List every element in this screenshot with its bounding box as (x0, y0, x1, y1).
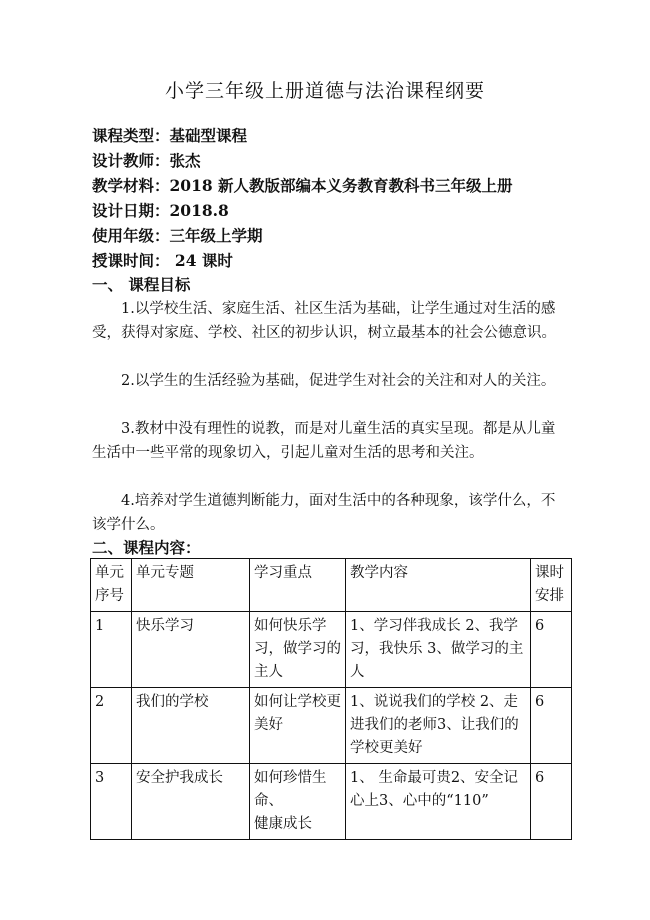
cell-focus: 如何让学校更美好 (250, 688, 346, 764)
meta-materials: 教学材料：2018 新人教版部编本义务教育教科书三年级上册 (92, 176, 513, 195)
course-content-table (90, 558, 572, 840)
header-unit-topic: 单元专题 (132, 559, 250, 612)
goal-paragraph-4: 4.培养对学生道德判断能力，面对生活中的各种现象，该学什么，不该学什么。 (92, 493, 556, 533)
header-focus: 学习重点 (250, 559, 346, 612)
meta-hours: 授课时间： 24 课时 (92, 251, 233, 270)
cell-unit-topic: 安全护我成长 (132, 764, 250, 840)
table-row (91, 688, 572, 764)
cell-unit-no: 1 (91, 612, 132, 688)
meta-grade: 使用年级：三年级上学期 (92, 226, 263, 245)
meta-course-type: 课程类型：基础型课程 (92, 126, 248, 145)
meta-teacher: 设计教师：张杰 (92, 151, 201, 170)
cell-unit-topic: 我们的学校 (132, 688, 250, 764)
meta-date: 设计日期：2018.8 (92, 201, 229, 220)
table-row (91, 764, 572, 840)
table-header-row (91, 559, 572, 612)
cell-unit-no: 3 (91, 764, 132, 840)
goal-paragraph-2: 2.以学生的生活经验为基础，促进学生对社会的关注和对人的关注。 (121, 373, 556, 389)
header-hours: 课时安排 (531, 559, 572, 612)
section-heading-content: 二、课程内容： (92, 538, 201, 557)
cell-focus: 如何珍惜生命、 健康成长 (250, 764, 346, 840)
table-row (91, 612, 572, 688)
cell-content: 1、学习伴我成长 2、我学习，我快乐 3、做学习的主人 (346, 612, 531, 688)
goal-paragraph-3: 3.教材中没有理性的说教，而是对儿童生活的真实呈现。都是从儿童生活中一些平常的现象切入，引起儿童对生活的思考和关注。 (92, 421, 556, 461)
header-unit-no: 单元序号 (91, 559, 132, 612)
cell-focus: 如何快乐学习，做学习的主人 (250, 612, 346, 688)
goal-paragraph-1: 1.以学校生活、家庭生活、社区生活为基础，让学生通过对生活的感受，获得对家庭、学校、社区的初步认识，树立最基本的社会公德意识。 (92, 301, 556, 341)
cell-content: 1、 生命最可贵2、安全记心上3、心中的“110” (346, 764, 531, 840)
header-content: 教学内容 (346, 559, 531, 612)
cell-unit-topic: 快乐学习 (132, 612, 250, 688)
cell-unit-no: 2 (91, 688, 132, 764)
section-heading-goals: 一、 课程目标 (92, 275, 191, 294)
cell-hours: 6 (531, 764, 572, 840)
cell-hours: 6 (531, 688, 572, 764)
cell-hours: 6 (531, 612, 572, 688)
document-title: 小学三年级上册道德与法治课程纲要 (164, 80, 485, 102)
cell-content: 1、说说我们的学校 2、走进我们的老师3、让我们的学校更美好 (346, 688, 531, 764)
